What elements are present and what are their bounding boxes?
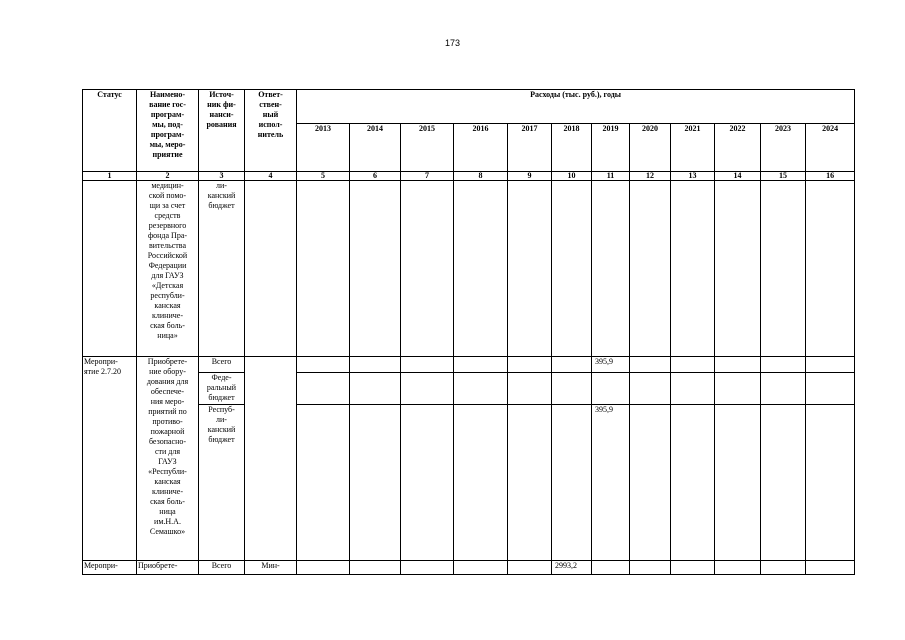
column-number: 7	[401, 172, 454, 181]
column-number: 16	[806, 172, 855, 181]
column-number: 15	[761, 172, 806, 181]
cell-value-2019: 395,9	[592, 405, 630, 561]
cell-source: Респуб- ли- канский бюджет	[199, 405, 245, 561]
header-year: 2014	[350, 124, 401, 172]
column-number: 11	[592, 172, 630, 181]
column-number: 2	[137, 172, 199, 181]
header-expenses: Расходы (тыс. руб.), годы	[297, 90, 855, 124]
header-year: 2020	[630, 124, 671, 172]
cell-source: Всего	[199, 357, 245, 373]
header-year: 2021	[671, 124, 715, 172]
table-row-federal	[83, 373, 855, 405]
column-number: 4	[245, 172, 297, 181]
cell-executor: Мин-	[245, 561, 297, 575]
table-row-next	[83, 561, 855, 575]
header-year: 2023	[761, 124, 806, 172]
column-number: 13	[671, 172, 715, 181]
table-row-continued	[83, 181, 855, 357]
header-name: Наимено- вание гос- програм- мы, под- програм- мы, меро- приятие	[137, 90, 199, 172]
header-year: 2019	[592, 124, 630, 172]
header-year: 2022	[715, 124, 761, 172]
header-year: 2017	[508, 124, 552, 172]
page-number: 173	[444, 38, 461, 48]
cell-source: Всего	[199, 561, 245, 575]
header-source: Источ- ник фи- нанси- рования	[199, 90, 245, 172]
cell-status	[83, 181, 137, 357]
cell-source: Феде- ральный бюджет	[199, 373, 245, 405]
header-status: Статус	[83, 90, 137, 172]
cell-name: медицин- ской помо- щи за счет средств резервного фонда Пра- вительства Российской Федерации для ГАУЗ «Детская республи- канская клиниче- ская боль- ница»	[137, 181, 199, 357]
header-year: 2024	[806, 124, 855, 172]
header-year: 2015	[401, 124, 454, 172]
cell-value-2019: 395,9	[592, 357, 630, 373]
cell-value-2018: 2993,2	[552, 561, 592, 575]
column-number: 6	[350, 172, 401, 181]
cell-name: Приобрете- ние обору- дования для обеспече- ния меро- приятий по противо- пожарной безопасно- сти для ГАУЗ «Республи- канская клиниче- ская боль- ница им.Н.А. Семашко»	[137, 357, 199, 561]
header-year: 2013	[297, 124, 350, 172]
header-year: 2018	[552, 124, 592, 172]
column-number: 9	[508, 172, 552, 181]
column-number: 3	[199, 172, 245, 181]
header-row-1	[83, 90, 855, 124]
header-year: 2016	[454, 124, 508, 172]
cell-status: Меропри- ятие 2.7.20	[83, 357, 137, 561]
column-number-row	[83, 172, 855, 181]
cell-executor	[245, 181, 297, 357]
column-number: 5	[297, 172, 350, 181]
column-number: 14	[715, 172, 761, 181]
cell-name: Приобрете-	[137, 561, 199, 575]
cell-source: ли- канский бюджет	[199, 181, 245, 357]
table-row-total	[83, 357, 855, 373]
column-number: 1	[83, 172, 137, 181]
column-number: 10	[552, 172, 592, 181]
budget-table	[82, 89, 855, 575]
cell-executor	[245, 357, 297, 561]
header-executor: Ответ- ствен- ный испол- нитель	[245, 90, 297, 172]
column-number: 8	[454, 172, 508, 181]
column-number: 12	[630, 172, 671, 181]
cell-status: Меропри-	[83, 561, 137, 575]
table-row-republic	[83, 405, 855, 561]
